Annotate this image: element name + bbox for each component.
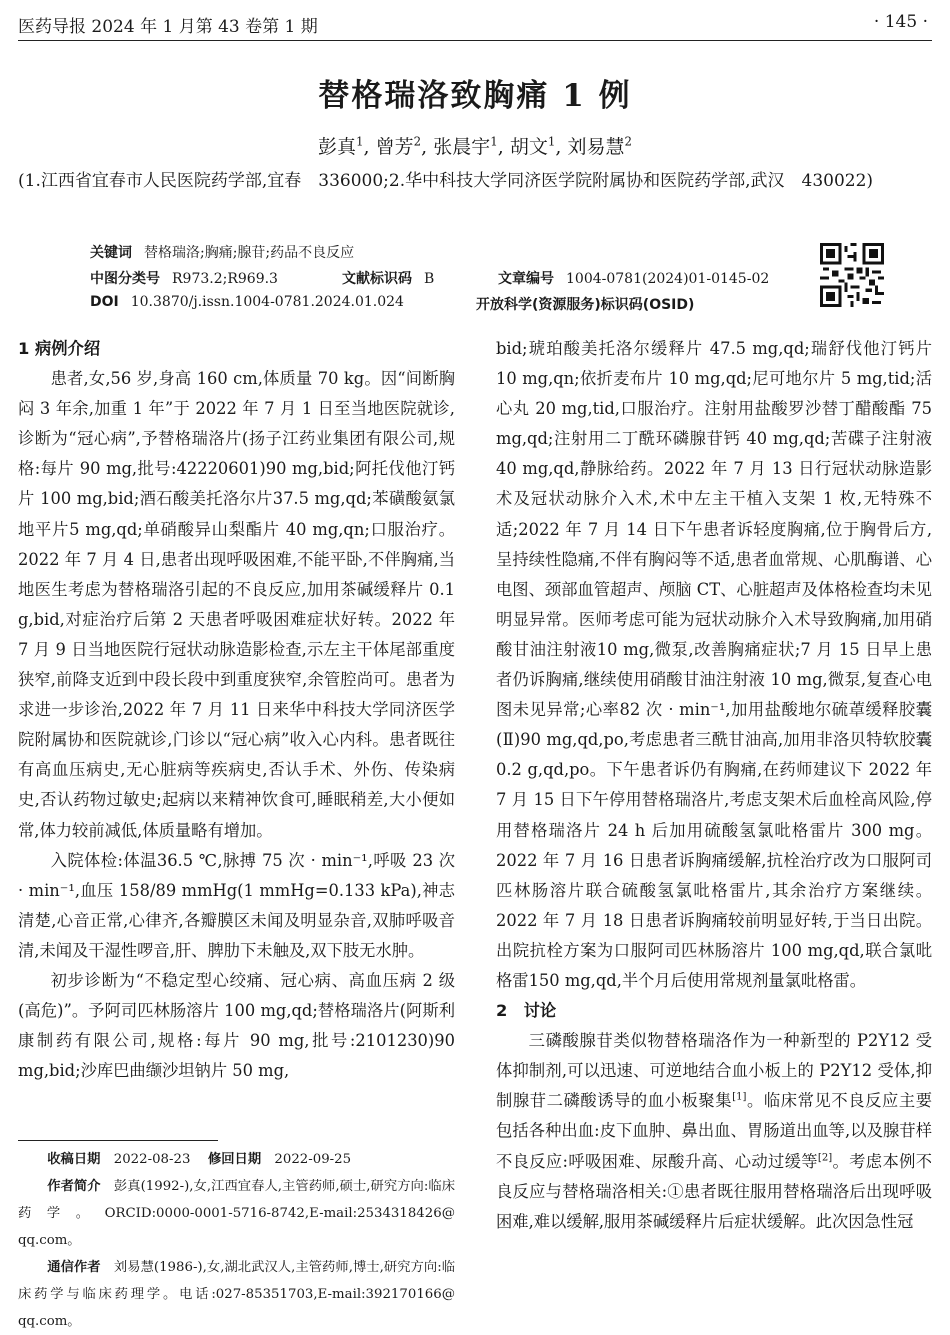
doc-code-value: B: [424, 271, 435, 287]
clc-value: R973.2;R969.3: [172, 271, 278, 287]
osid-label: 开放科学(资源服务)标识码(OSID): [476, 297, 695, 313]
author-name: 曾芳: [375, 136, 414, 158]
doc-code-line: [342, 268, 434, 288]
paragraph: 初步诊断为“不稳定型心绞痛、冠心病、高血压病 2 级(高危)”。予阿司匹林肠溶片 100 mg,qd;替格瑞洛片(阿斯利康制药有限公司,规格:每片 90 mg,批号:2101230)90 mg,bid;沙库巴曲缬沙坦钠片 50 mg,: [18, 970, 455, 1081]
keywords-label: 关键词: [90, 245, 132, 261]
qr-code-icon[interactable]: [820, 243, 884, 307]
section-heading: 1 病例介绍: [18, 339, 101, 358]
page-number: · 145 ·: [873, 12, 928, 32]
dates-line: 收稿日期 2022-08-23 修回日期 2022-09-25: [47, 1152, 352, 1167]
footnote-divider: [18, 1140, 218, 1141]
paragraph: bid;琥珀酸美托洛尔缓释片 47.5 mg,qd;瑞舒伐他汀钙片 10 mg,qn;依折麦布片 10 mg,qd;尼可地尔片 5 mg,tid;活心丸 20 mg,tid,口服治疗。注射用盐酸罗沙替丁醋酸酯 75 mg,qd;注射用二丁酰环磷腺苷钙 40 mg,qd;苦碟子注射液 40 mg,qd,静脉给药。2022 年 7 月 13 日行冠状动脉造影术及冠状动脉介入术,术中左主干植入支架 1 枚,无特殊不适;2022 年 7 月 14 日下午患者诉轻度胸痛,位于胸骨后方,呈持续性隐痛,不伴有胸闷等不适,患者血常规、心肌酶谱、心电图、颈部血管超声、颅脑 CT、心脏超声及体格检查均未见明显异常。医师考虑可能为冠状动脉介入术导致胸痛,加用硝酸甘油注射液10 mg,微泵,改善胸痛症状;7 月 15 日早上患者仍诉胸痛,继续使用硝酸甘油注射液 10 mg,微泵,复查心电图未见异常;心率82 次 · min⁻¹,加用盐酸地尔硫䓬缓释胶囊(Ⅱ)90 mg,qd,po,考虑患者三酰甘油高,加用非洛贝特软胶囊 0.2 g,qd,po。下午患者诉仍有胸痛,在药师建议下 2022 年 7 月 15 日下午停用替格瑞洛片,考虑支架术后血栓高风险,停用替格瑞洛片 24 h 后加用硫酸氢氯吡格雷片 300 mg。2022 年 7 月 16 日患者诉胸痛缓解,抗栓治疗改为口服阿司匹林肠溶片联合硫酸氢氯吡格雷片,其余治疗方案继续。2022 年 7 月 18 日患者诉胸痛较前明显好转,于当日出院。出院抗栓方案为口服阿司匹林肠溶片 100 mg,qd,联合氯吡格雷150 mg,qd,半个月后使用常规剂量氯吡格雷。: [496, 339, 932, 990]
left-column: [18, 334, 455, 1086]
citation-ref[interactable]: [2]: [817, 1152, 833, 1164]
paragraph: 入院体检:体温36.5 ℃,脉搏 75 次 · min⁻¹,呼吸 23 次 · min⁻¹,血压 158/89 mmHg(1 mmHg=0.133 kPa),神志清楚,心音正常,心律齐,各瓣膜区未闻及明显杂音,双肺呼吸音清,未闻及干湿性啰音,肝、脾肋下未触及,双下肢无水肿。: [18, 850, 455, 960]
author-name: 彭真: [318, 136, 357, 158]
header-divider: [18, 40, 932, 41]
osid-line: [476, 294, 706, 314]
article-no-value: 1004-0781(2024)01-0145-02: [566, 271, 770, 287]
author-bio: 作者简介 彭真(1992-),女,江西宜春人,主管药师,硕士,研究方向:临床药学。ORCID:0000-0001-5716-8742,E-mail:2534318426@ qq.com。: [18, 1179, 456, 1248]
citation-ref[interactable]: [1]: [732, 1091, 747, 1103]
journal-header: 医药导报 2024 年 1 月第 43 卷第 1 期: [18, 17, 318, 37]
keywords-line: [90, 242, 354, 262]
footnote: [18, 1146, 455, 1335]
paragraph: 患者,女,56 岁,身高 160 cm,体质量 70 kg。因“间断胸闷 3 年余,加重 1 年”于 2022 年 7 月 1 日至当地医院就诊,诊断为“冠心病”,予替格瑞洛片(扬子江药业集团有限公司,规格:每片 90 mg,批号:42220601)90 mg,bid;阿托伐他汀钙片 100 mg,bid;酒石酸美托洛尔片37.5 mg,qd;苯磺酸氨氯地平片5 mg,qd;单硝酸异山梨酯片 40 mg,qn;口服治疗。2022 年 7 月 4 日,患者出现呼吸困难,不能平卧,不伴胸痛,当地医生考虑为替格瑞洛引起的不良反应,加用茶碱缓释片 0.1 g,bid,对症治疗后第 2 天患者呼吸困难症状好转。2022 年 7 月 9 日当地医院行冠状动脉造影检查,示左主干体尾部重度狭窄,前降支近到中段长段中到重度狭窄,余管腔尚可。患者为求进一步诊治,2022 年 7 月 11 日来华中科技大学同济医学院附属协和医院就诊,门诊以“冠心病”收入心内科。患者既往有高血压病史,无心脏病等疾病史,否认手术、外伤、传染病史,否认药物过敏史;起病以来精神饮食可,睡眠稍差,大小便如常,体力较前减低,体质量略有增加。: [18, 369, 455, 840]
doc-code-label: 文献标识码: [342, 271, 412, 287]
paragraph: 三磷酸腺苷类似物替格瑞洛作为一种新型的 P2Y12 受体抑制剂,可以迅速、可逆地结合血小板上的 P2Y12 受体,抑制腺苷二磷酸诱导的血小板聚集[1]。临床常见不良反应主要包括各种出血:皮下血肿、鼻出血、胃肠道出血等,以及腺苷样不良反应:呼吸困难、尿酸升高、心动过缓等[2]。考虑本例不良反应与替格瑞洛相关:①患者既往服用替格瑞洛后出现呼吸困难,难以缓解,服用茶碱缓释片后症状缓解。此次因急性冠: [496, 1031, 932, 1231]
right-column: [496, 334, 932, 1237]
doi-line: [90, 294, 404, 310]
author-list: 彭真$^1$, 曾芳$^2$, 张晨宇$^1$, 胡文$^1$, 刘易慧$^2$: [318, 134, 632, 158]
corresponding-author: 通信作者 刘易慧(1986-),女,湖北武汉人,主管药师,博士,研究方向:临床药学与临床药理学。电话:027-85351703,E-mail:392170166@ qq.com。: [18, 1260, 456, 1329]
author-name: 张晨宇: [433, 136, 491, 158]
keywords-value: 替格瑞洛;胸痛;腺苷;药品不良反应: [144, 245, 355, 261]
clc-line: [90, 268, 278, 288]
author-name: 胡文: [509, 136, 548, 158]
author-name: 刘易慧: [567, 136, 625, 158]
article-no-label: 文章编号: [498, 271, 554, 287]
doi-label: DOI: [90, 294, 119, 310]
clc-label: 中图分类号: [90, 271, 160, 287]
doi-value[interactable]: 10.3870/j.issn.1004-0781.2024.01.024: [130, 294, 404, 310]
section-heading: 2 讨论: [496, 1001, 557, 1021]
article-no-line: [498, 268, 769, 288]
affiliation: (1.江西省宜春市人民医院药学部,宜春 336000;2.华中科技大学同济医学院附属协和医院药学部,武汉 430022): [18, 171, 874, 191]
article-title: 替格瑞洛致胸痛 1 例: [318, 78, 632, 114]
